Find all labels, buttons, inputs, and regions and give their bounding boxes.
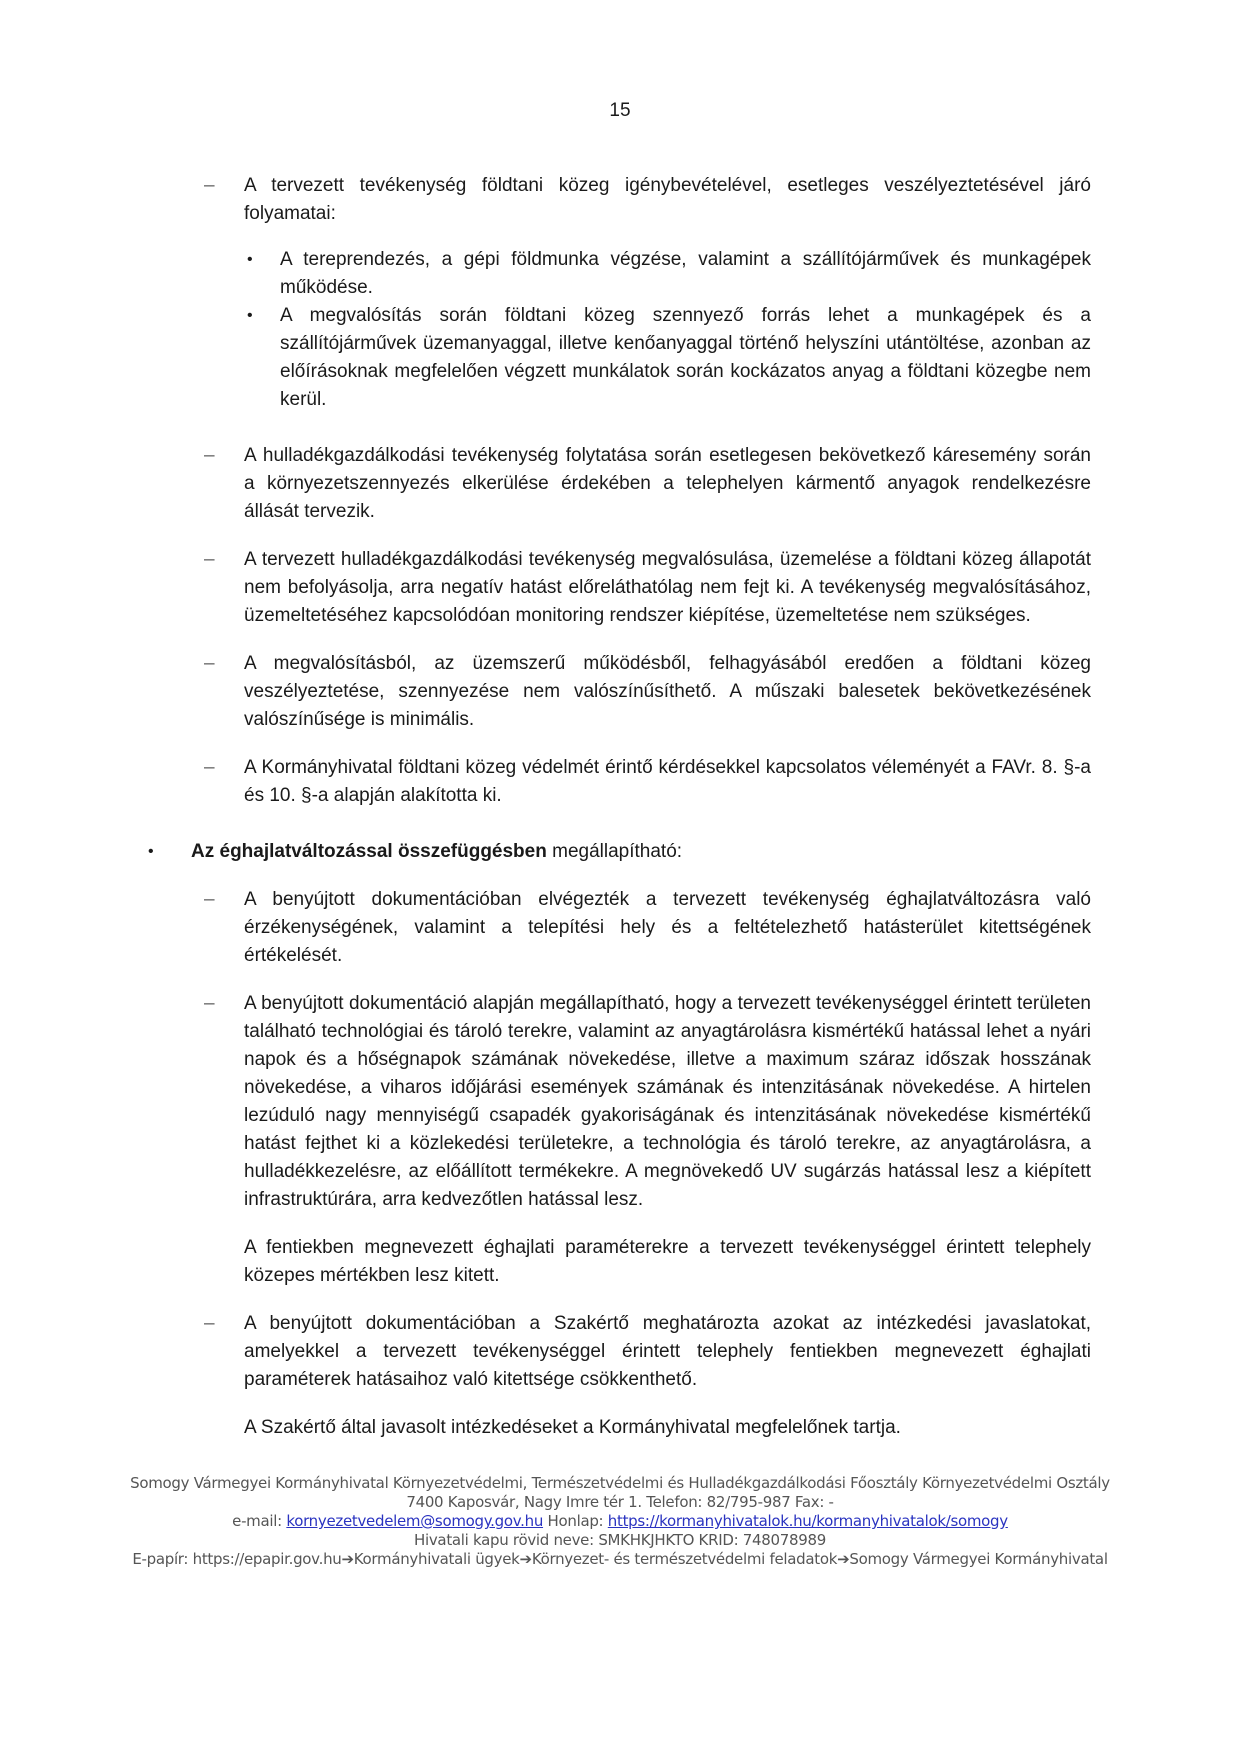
footer-office: Somogy Vármegyei Kormányhivatal Környezetvédelmi, Természetvédelmi és Hulladékgazdálkodási Főosztály Környezetvédelmi Osztály	[130, 1474, 1110, 1492]
bullet-marker: •	[148, 843, 154, 860]
list-item	[204, 1310, 1091, 1394]
bullet-item	[247, 246, 1091, 302]
paragraph: A benyújtott dokumentációban a Szakértő meghatározta azokat az intézkedési javaslatokat, amelyekkel a tervezett tevékenységgel érintett telephely fentiekben megnevezett éghajlati paraméterek hatásaihoz való kitettsége csökkenthető.	[244, 1313, 1091, 1390]
email-link[interactable]: kornyezetvedelem@somogy.gov.hu	[286, 1512, 544, 1530]
bullet-marker: •	[247, 307, 253, 324]
bullet-text: A tereprendezés, a gépi földmunka végzése, valamint a szállítójárművek és munkagépek működése.	[280, 249, 1091, 298]
bullet-marker: •	[247, 251, 253, 268]
paragraph: A tervezett hulladékgazdálkodási tevékenység megvalósulása, üzemelése a földtani közeg állapotát nem befolyásolja, arra negatív hatást előreláthatólag nem fejt ki. A tevékenység megvalósításához, üzemeltetéséhez kapcsolódóan monitoring rendszer kiépítése, üzemeltetése nem szükséges.	[244, 549, 1091, 626]
bullet-text: A megvalósítás során földtani közeg szennyező forrás lehet a munkagépek és a szállítójárművek üzemanyaggal, illetve kenőanyaggal történő helyszíni utántöltése, azonban az előírásoknak megfelelően végzett munkálatok során kockázatos anyag a földtani közegbe nem kerül.	[280, 305, 1091, 410]
web-label: Honlap:	[543, 1512, 608, 1530]
list-item	[204, 172, 1091, 414]
footer-address: 7400 Kaposvár, Nagy Imre tér 1. Telefon: 82/795-987 Fax: -	[406, 1493, 834, 1511]
heading-bold: Az éghajlatváltozással összefüggésben	[191, 841, 547, 862]
list-item	[204, 650, 1091, 734]
list-item	[204, 990, 1091, 1214]
list-item	[204, 754, 1091, 810]
paragraph: A benyújtott dokumentációban elvégezték a tervezett tevékenység éghajlatváltozásra való érzékenységének, valamint a telepítési hely és a feltételezhető hatásterület kitettségének értékelését.	[244, 889, 1091, 966]
paragraph: A fentiekben megnevezett éghajlati paraméterekre a tervezett tevékenységgel érintett telephely közepes mértékben lesz kitett.	[244, 1237, 1091, 1286]
dash-marker: –	[204, 993, 215, 1014]
footer-krid: Hivatali kapu rövid neve: SMKHKJHKTO KRID: 748078989	[414, 1531, 826, 1549]
paragraph: A benyújtott dokumentáció alapján megállapítható, hogy a tervezett tevékenységgel érintett területen található technológiai és tároló terekre, valamint az anyagtárolásra kismértékű hatással lehet a nyári napok és a hőségnapok számának növekedése, illetve a maximum száraz időszak hosszának növekedése, a viharos időjárási események számának és intenzitásának növekedése. A hirtelen lezúduló nagy mennyiségű csapadék gyakoriságának és intenzitásának növekedése kismértékű hatást fejthet ki a közlekedési területekre, a technológia és tároló terekre, az anyagtárolásra, a hulladékkezelésre, az előállított termékekre. A megnövekedő UV sugárzás hatással lesz a kiépített infrastruktúrára, arra kedvezőtlen hatással lesz.	[244, 993, 1091, 1210]
bullet-list	[247, 246, 1091, 414]
section-heading	[148, 838, 1091, 866]
website-link[interactable]: https://kormanyhivatalok.hu/kormanyhivatalok/somogy	[607, 1512, 1008, 1530]
list-item	[204, 546, 1091, 630]
paragraph: A Kormányhivatal földtani közeg védelmét érintő kérdésekkel kapcsolatos véleményét a FAVr. 8. §-a és 10. §-a alapján alakította ki.	[244, 757, 1091, 806]
dash-marker: –	[204, 445, 215, 466]
dash-marker: –	[204, 1313, 215, 1334]
footer	[120, 1474, 1120, 1569]
dash-marker: –	[204, 889, 215, 910]
bullet-item	[247, 302, 1091, 414]
page-number: 15	[609, 100, 631, 121]
dash-marker: –	[204, 549, 215, 570]
email-label: e-mail:	[232, 1512, 287, 1530]
heading-rest: megállapítható:	[546, 841, 683, 862]
paragraph: A hulladékgazdálkodási tevékenység folytatása során esetlegesen bekövetkező káresemény során a környezetszennyezés elkerülése érdekében a telephelyen kármentő anyagok rendelkezésre állását tervezik.	[244, 445, 1091, 522]
paragraph: A megvalósításból, az üzemszerű működésből, felhagyásából eredően a földtani közeg veszélyeztetése, szennyezése nem valószínűsíthető. A műszaki balesetek bekövetkezésének valószínűsége is minimális.	[244, 653, 1091, 730]
closing-paragraph: A Szakértő által javasolt intézkedéseket a Kormányhivatal megfelelőnek tartja.	[244, 1417, 901, 1438]
footer-epapir: E-papír: https://epapir.gov.hu➔Kormányhivatali ügyek➔Környezet- és természetvédelmi feladatok➔Somogy Vármegyei Kormányhivatal	[132, 1550, 1108, 1568]
document-body	[0, 172, 1240, 1442]
dash-marker: –	[204, 653, 215, 674]
dash-marker: –	[204, 757, 215, 778]
dash-marker: –	[204, 175, 215, 196]
footer-contact	[120, 1512, 1120, 1531]
list-item	[204, 442, 1091, 526]
paragraph: A tervezett tevékenység földtani közeg igénybevételével, esetleges veszélyeztetésével járó folyamatai:	[244, 175, 1091, 224]
list-item	[204, 886, 1091, 970]
